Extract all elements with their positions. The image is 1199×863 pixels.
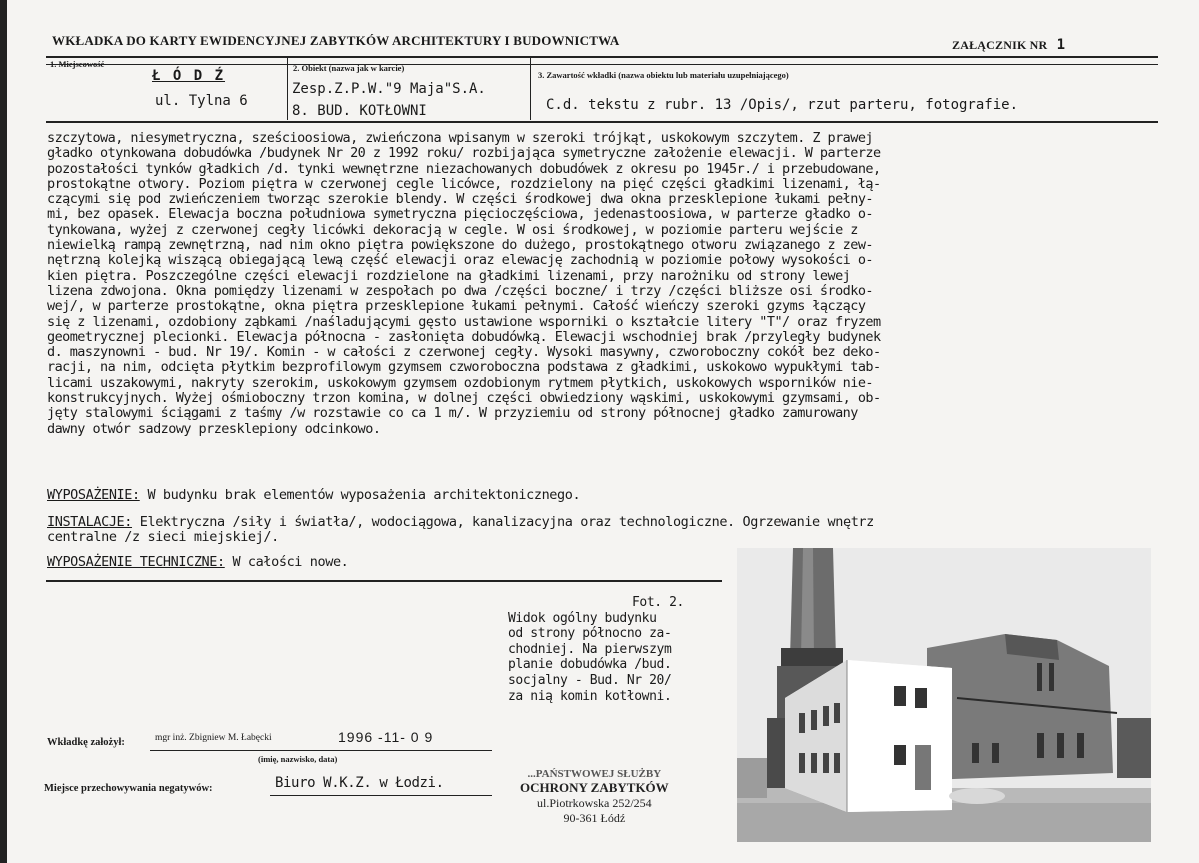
stamp-line: OCHRONY ZABYTKÓW (520, 780, 669, 795)
office-stamp (520, 768, 669, 826)
photo-number: Fot. 2. (632, 595, 684, 610)
field-2-label: 2. Obiekt (nazwa jak w karcie) (293, 63, 405, 73)
attachment-number: 1 (1056, 37, 1066, 53)
building-photo (737, 548, 1151, 842)
negatives-label: Miejsce przechowywania negatywów: (44, 783, 213, 794)
stamp-line: ...PAŃSTWOWEJ SŁUŻBY (527, 768, 662, 780)
body-line: d. maszynowni - bud. Nr 19/. Komin - w całości z czerwonej cegły. Wysoki masywny, czworoboczny cokół bez deko- (47, 344, 881, 361)
field-1-label: 1. Miejscowość (50, 59, 105, 69)
field-divider-1 (287, 58, 288, 120)
negatives-rule (270, 795, 492, 796)
caption-line: chodniej. Na pierwszym (508, 641, 672, 657)
founder-label: Wkładkę założył: (47, 737, 125, 748)
body-line: prostokątne otwory. Poziom piętra w czerwonej cegle licówce, rozdzielony na pięć części gładkimi lizenami, łą- (47, 175, 881, 192)
body-line: licami uszakowymi, nakryty szerokim, uskokowym gzymsem ozdobionym rytmem płytkich, uskokowych wsporników nie- (47, 374, 873, 391)
field-1-street: ul. Tylna 6 (155, 93, 248, 109)
body-line: racji, na nim, odcięta płytkim bezprofilowym gzymsem czworoboczna podstawa z gładkimi, uskokowo wypukłymi tab- (47, 359, 881, 376)
section-wyptech-text: W całości nowe. (224, 554, 349, 570)
founder-sub: (imię, nazwisko, data) (258, 754, 338, 764)
body-line: tynkowana, wyżej z czerwonej cegły licówki dekoracją w cegle. W osi środkowej, w poziomie parteru wejście z (47, 221, 858, 238)
header-rule-thin (46, 64, 1158, 65)
founder-rule (150, 750, 492, 751)
field-1-city: Ł Ó D Ź (152, 68, 226, 84)
field-row-rule (46, 121, 1158, 123)
scan-edge (0, 0, 7, 863)
section-wyposazenie-label: WYPOSAŻENIE: (47, 487, 140, 503)
body-line: nętrzną kolejką wiszącą obiegającą lewą część elewacji oraz elewację zachodnią w poziomie połowy wysokości o- (47, 252, 873, 269)
body-line: czącymi się pod zwieńczeniem tworząc szerokie blendy. W części środkowej dwa okna przesklepione łukami pełny- (47, 191, 873, 208)
body-line: szczytowa, niesymetryczna, sześcioosiowa, zwieńczona wpisanym w szeroki trójkąt, uskokowym szczytem. Z prawej (47, 130, 873, 146)
body-line: mi, bez opasek. Elewacja boczna południowa symetryczna pięcioczęściowa, jedenastoosiowa, w parterze gładko o- (47, 206, 873, 223)
field-divider-2 (530, 58, 531, 120)
body-line: niewielką rampą zewnętrzną, nad nim okno piętra powiększone do dużego, prostokątnego otworu związanego z zew- (47, 237, 873, 254)
body-line: wej/, w parterze prostokątne, okna piętra przesklepione łukami pełnymi. Całość wieńczy szeroki gzyms łączący (47, 298, 866, 315)
caption-line: od strony północno za- (508, 626, 672, 642)
building-photo-drawing (737, 548, 1151, 842)
section-wyposazenie (47, 488, 580, 504)
attachment-label-text: ZAŁĄCZNIK NR (952, 38, 1048, 52)
section-instalacje-label: INSTALACJE: (47, 514, 133, 530)
field-2-line1: Zesp.Z.P.W."9 Maja"S.A. (292, 81, 486, 97)
section-wyptech-label: WYPOSAŻENIE TECHNICZNE: (47, 554, 225, 570)
caption-line: za nią komin kotłowni. (508, 688, 672, 704)
body-line: geometrycznej plecionki. Elewacja północna - zasłonięta dobudówką. Elewacji wschodniej brak /przyległy budynek (47, 328, 881, 345)
field-3-label: 3. Zawartość wkładki (nazwa obiektu lub materiału uzupełniającego) (538, 70, 789, 80)
caption-line: planie dobudówka /bud. (508, 657, 672, 673)
attachment-label (952, 37, 1065, 53)
document-title: WKŁADKA DO KARTY EWIDENCYJNEJ ZABYTKÓW ARCHITEKTURY I BUDOWNICTWA (52, 33, 620, 48)
section-wyposazenie-text: W budynku brak elementów wyposażenia architektonicznego. (139, 487, 581, 503)
body-line: konstrukcyjnych. Wyżej ośmioboczny trzon komina, w dolnej części obwiedziony wąskimi, uskokowymi gzymsami, ob- (47, 390, 881, 407)
founder-name: mgr inż. Zbigniew M. Łabęcki (155, 733, 272, 743)
body-line: dawny otwór sadzowy przesklepiony odcinkowo. (47, 420, 381, 437)
section-wyposazenie-techniczne (47, 555, 348, 571)
photo-caption (508, 595, 684, 704)
caption-line: socjalny - Bud. Nr 20/ (508, 672, 672, 688)
body-line: kien piętra. Poszczególne części elewacji rozdzielone na gładkimi lizenami, przy narożniku od strony lewej (47, 267, 851, 284)
body-line: pozostałości tynków gładkich /d. tynki wewnętrzne niezachowanych dobudówek z okresu po 1945r./ i przebudowane, (47, 160, 881, 177)
body-line: gładko otynkowana dobudówka /budynek Nr 20 z 1992 roku/ rozbijająca symetryczne założenie elewacji. W parterze (47, 145, 881, 162)
section-instalacje-cont: centralne /z sieci miejskiej/. (47, 529, 279, 545)
caption-line: Widok ogólny budynku (508, 610, 657, 626)
body-line: lizena zdwojona. Okna pomiędzy lizenami w zespołach po dwa /części boczne/ i trzy /części bliższe osi środko- (47, 282, 873, 299)
negatives-value: Biuro W.K.Z. w Łodzi. (275, 775, 444, 791)
sections-rule (46, 580, 722, 582)
stamp-line: ul.Piotrkowska 252/254 (537, 796, 652, 810)
field-2-line2: 8. BUD. KOTŁOWNI (292, 103, 427, 119)
section-instalacje-text: Elektryczna /siły i światła/, wodociągowa, kanalizacyjna oraz technologiczne. Ogrzewanie wnętrz (132, 514, 874, 530)
field-3-value: C.d. tekstu z rubr. 13 /Opis/, rzut parteru, fotografie. (546, 97, 1019, 113)
body-line: jęty stalowymi ściągami z taśmy /w rozstawie co ca 1 m/. W przyziemiu od strony północnej gładko zamurowany (47, 405, 858, 422)
header-rule (46, 56, 1158, 58)
stamp-line: 90-361 Łódź (563, 811, 626, 825)
description-body (47, 131, 1167, 437)
founder-date: 1996 -11- 0 9 (338, 729, 434, 745)
body-line: się z lizenami, ozdobiony ząbkami /naśladującymi gęsto ustawione wsporniki o kształcie litery "T"/ oraz fryzem (47, 313, 881, 330)
